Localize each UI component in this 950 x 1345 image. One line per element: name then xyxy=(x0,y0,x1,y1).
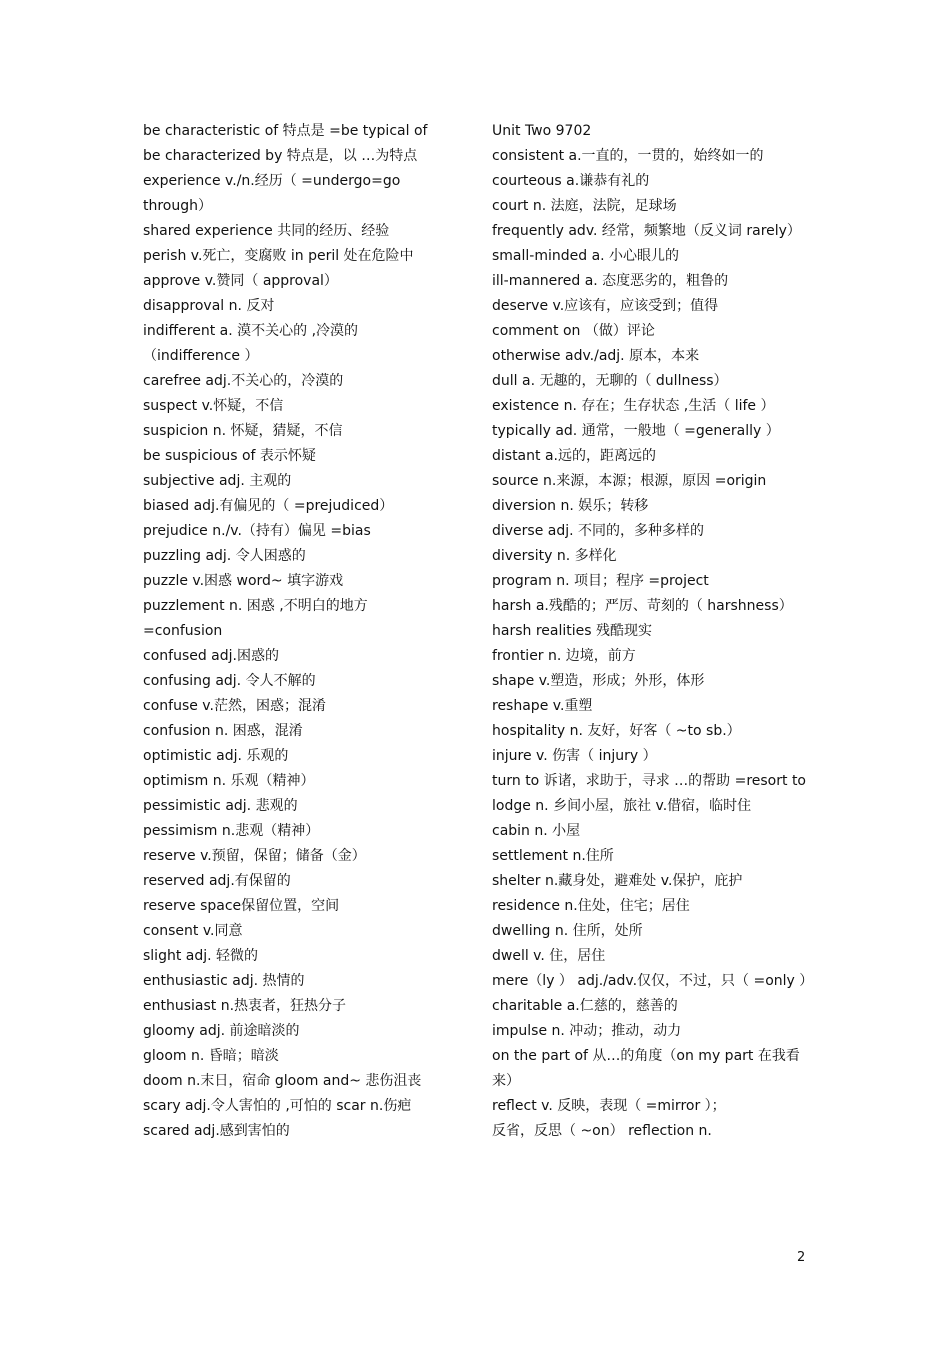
left-column xyxy=(143,119,433,1144)
vocab-entry: approve v.赞同（ approval） xyxy=(143,273,338,289)
vocab-entry: shelter n.藏身处，避难处 v.保护，庇护 xyxy=(492,873,743,889)
vocab-entry: impulse n. 冲动；推动，动力 xyxy=(492,1023,682,1039)
vocab-entry: courteous a.谦恭有礼的 xyxy=(492,173,650,189)
vocab-entry: dwelling n. 住所，处所 xyxy=(492,923,643,939)
vocab-entry: suspect v.怀疑，不信 xyxy=(143,398,284,414)
vocab-entry: confusing adj. 令人不解的 xyxy=(143,673,316,689)
vocab-entry: turn to 诉诸，求助于，寻求 …的帮助 =resort to xyxy=(492,773,807,789)
vocab-entry: reshape v.重塑 xyxy=(492,698,593,714)
vocab-entry: biased adj.有偏见的（ =prejudiced） xyxy=(143,498,394,514)
vocab-entry: harsh realities 残酷现实 xyxy=(492,623,652,639)
vocab-entry: residence n.住处，住宅；居住 xyxy=(492,898,690,914)
vocab-entry: confuse v.茫然，困惑；混淆 xyxy=(143,698,326,714)
vocab-entry: disapproval n. 反对 xyxy=(143,298,275,314)
vocab-entry: puzzlement n. 困惑 ,不明白的地方 =confusion xyxy=(143,598,368,639)
vocab-entry: slight adj. 轻微的 xyxy=(143,948,259,964)
vocab-entry: consistent a.一直的，一贯的，始终如一的 xyxy=(492,148,764,164)
vocab-entry: pessimistic adj. 悲观的 xyxy=(143,798,298,814)
vocab-entry: be characteristic of 特点是 =be typical of xyxy=(143,123,428,139)
vocab-entry: deserve v.应该有，应该受到；值得 xyxy=(492,298,719,314)
vocab-entry: scared adj.感到害怕的 xyxy=(143,1123,290,1139)
vocab-entry: frontier n. 边境，前方 xyxy=(492,648,636,664)
vocab-entry: distant a.远的，距离远的 xyxy=(492,448,656,464)
vocab-entry: ill-mannered a. 态度恶劣的，粗鲁的 xyxy=(492,273,729,289)
vocab-entry: optimism n. 乐观（精神） xyxy=(143,773,315,789)
vocab-entry: experience v./n.经历（ =undergo=go through） xyxy=(143,173,401,214)
vocab-entry: Unit Two 9702 xyxy=(492,123,592,139)
vocab-entry: reserve v.预留，保留；储备（金） xyxy=(143,848,366,864)
vocab-entry: indifferent a. 漠不关心的 ,冷漠的（indifference ） xyxy=(143,323,359,364)
vocab-entry: subjective adj. 主观的 xyxy=(143,473,292,489)
vocab-entry: typically ad. 通常，一般地（ =generally ） xyxy=(492,423,780,439)
vocab-entry: mere（ly ） adj./adv.仅仅，不过，只（ =only ） xyxy=(492,973,814,989)
vocab-entry: diversion n. 娱乐；转移 xyxy=(492,498,649,514)
vocab-entry: gloomy adj. 前途暗淡的 xyxy=(143,1023,300,1039)
vocab-entry: puzzling adj. 令人困惑的 xyxy=(143,548,306,564)
vocab-entry: existence n. 存在；生存状态 ,生活（ life ） xyxy=(492,398,775,414)
vocab-entry: otherwise adv./adj. 原本，本来 xyxy=(492,348,700,364)
vocab-entry: reserved adj.有保留的 xyxy=(143,873,291,889)
vocab-entry: doom n.末日，宿命 gloom and~ 悲伤沮丧 xyxy=(143,1073,422,1089)
vocab-entry: suspicion n. 怀疑，猜疑，不信 xyxy=(143,423,343,439)
vocab-entry: diversity n. 多样化 xyxy=(492,548,617,564)
vocab-entry: be suspicious of 表示怀疑 xyxy=(143,448,316,464)
vocab-entry: frequently adv. 经常，频繁地（反义词 rarely） xyxy=(492,223,801,239)
vocab-entry: shared experience 共同的经历、经验 xyxy=(143,223,390,239)
vocab-entry: pessimism n.悲观（精神） xyxy=(143,823,320,839)
vocab-entry: cabin n. 小屋 xyxy=(492,823,581,839)
vocab-entry: program n. 项目；程序 =project xyxy=(492,573,709,589)
vocab-entry: small-minded a. 小心眼儿的 xyxy=(492,248,680,264)
vocab-entry: optimistic adj. 乐观的 xyxy=(143,748,289,764)
vocab-entry: shape v.塑造，形成；外形，体形 xyxy=(492,673,705,689)
vocab-entry: dwell v. 住，居住 xyxy=(492,948,606,964)
vocab-entry: puzzle v.困惑 word~ 填字游戏 xyxy=(143,573,344,589)
vocab-entry: carefree adj.不关心的，冷漠的 xyxy=(143,373,344,389)
vocab-entry: diverse adj. 不同的，多种多样的 xyxy=(492,523,705,539)
vocab-entry: source n.来源，本源；根源，原因 =origin xyxy=(492,473,767,489)
vocab-entry: on the part of 从…的角度（on my part 在我看来） xyxy=(492,1048,800,1089)
vocab-entry: scary adj.令人害怕的 ,可怕的 scar n.伤疤 xyxy=(143,1098,412,1114)
vocab-entry: confusion n. 困惑，混淆 xyxy=(143,723,303,739)
vocab-entry: lodge n. 乡间小屋，旅社 v.借宿，临时住 xyxy=(492,798,752,814)
vocab-entry: charitable a.仁慈的，慈善的 xyxy=(492,998,678,1014)
vocab-entry: injure v. 伤害（ injury ） xyxy=(492,748,657,764)
vocab-entry: enthusiastic adj. 热情的 xyxy=(143,973,305,989)
vocab-entry: enthusiast n.热衷者，狂热分子 xyxy=(143,998,347,1014)
vocab-entry: consent v.同意 xyxy=(143,923,243,939)
vocab-entry: court n. 法庭，法院，足球场 xyxy=(492,198,677,214)
right-column xyxy=(492,119,812,1144)
vocab-entry: gloom n. 昏暗；暗淡 xyxy=(143,1048,279,1064)
vocab-entry: prejudice n./v.（持有）偏见 =bias xyxy=(143,523,371,539)
vocab-entry: dull a. 无趣的，无聊的（ dullness） xyxy=(492,373,728,389)
vocab-entry: perish v.死亡，变腐败 in peril 处在危险中 xyxy=(143,248,414,264)
page-number: 2 xyxy=(797,1250,806,1265)
vocab-entry: be characterized by 特点是，以 …为特点 xyxy=(143,148,418,164)
vocab-entry: confused adj.困惑的 xyxy=(143,648,279,664)
vocab-entry: reflect v. 反映，表现（ =mirror ）； xyxy=(492,1098,726,1114)
vocab-entry: harsh a.残酷的；严厉、苛刻的（ harshness） xyxy=(492,598,793,614)
vocab-entry: comment on （做）评论 xyxy=(492,323,655,339)
vocab-entry: reserve space保留位置，空间 xyxy=(143,898,340,914)
vocab-entry: hospitality n. 友好，好客（ ~to sb.） xyxy=(492,723,741,739)
vocab-entry: settlement n.住所 xyxy=(492,848,614,864)
vocab-entry: 反省，反思（ ~on） reflection n. xyxy=(492,1123,712,1139)
